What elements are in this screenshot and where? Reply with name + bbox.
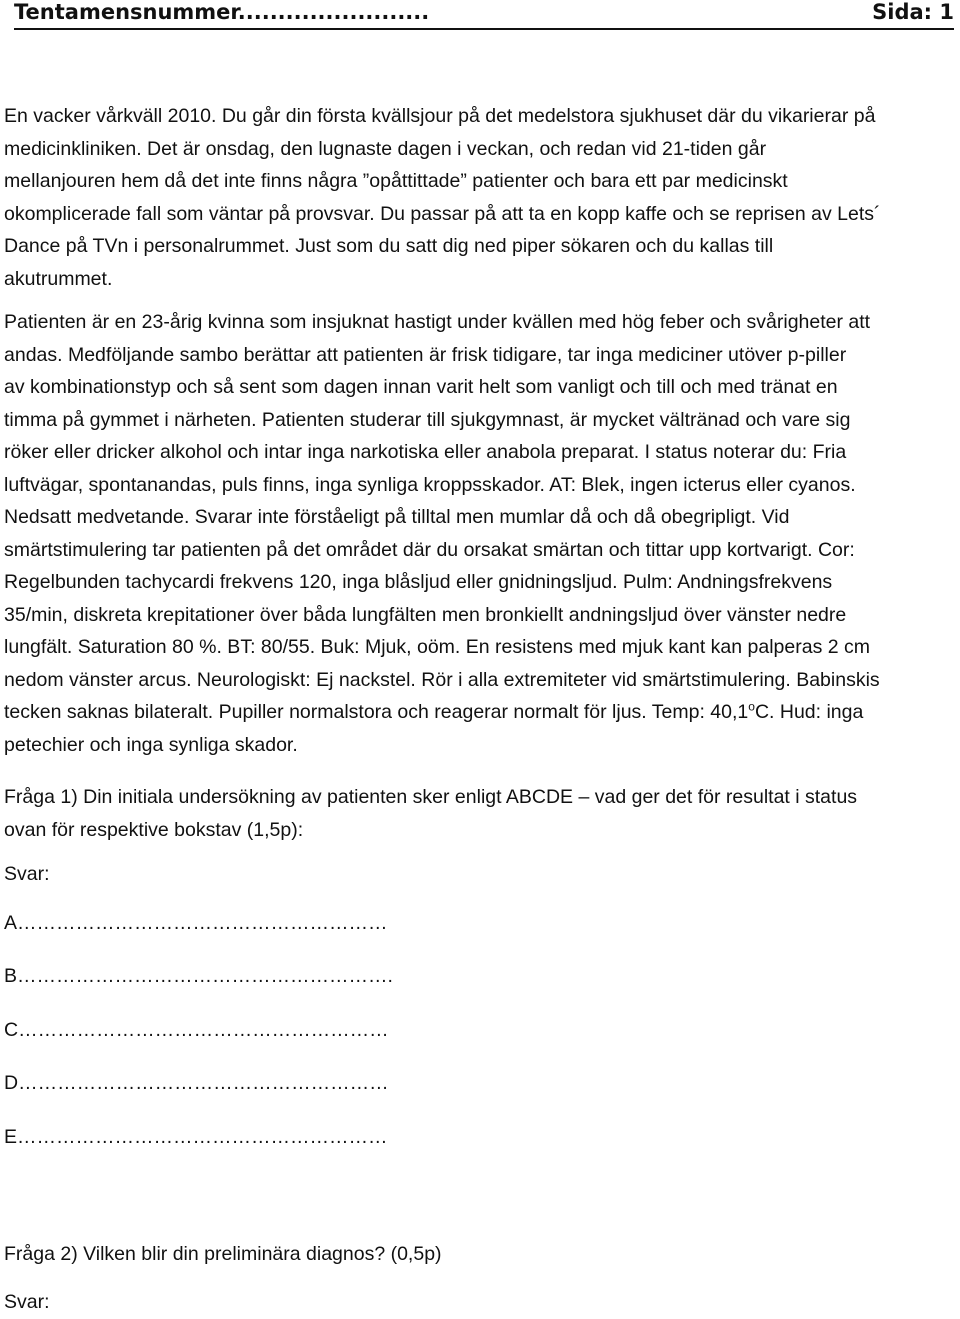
degree-superscript: o <box>748 699 755 714</box>
case-line: petechier och inga synliga skador. <box>4 733 298 756</box>
case-line: smärtstimulering tar patienten på det området där du orsakat smärtan och tittar upp kortvarigt. Cor: <box>4 538 855 561</box>
intro-line: Dance på TVn i personalrummet. Just som du satt dig ned piper sökaren och du kallas till <box>4 235 774 257</box>
answer-label-2[interactable]: Svar: <box>4 1291 50 1313</box>
intro-line: En vacker vårkväll 2010. Du går din första kvällsjour på det medelstora sjukhuset där du vikarierar på <box>4 105 876 127</box>
case-line: nedom vänster arcus. Neurologiskt: Ej nackstel. Rör i alla extremiteter vid smärtstimulering. Babinskis <box>4 668 880 691</box>
case-line: 35/min, diskreta krepitationer över båda lungfälten men bronkiellt andningsljud över vänster nedre <box>4 603 847 626</box>
question-1-line: ovan för respektive bokstav (1,5p): <box>4 818 304 841</box>
temp-line-tail: C. Hud: inga <box>754 701 864 723</box>
page-header <box>14 0 954 30</box>
question-1 <box>4 781 956 846</box>
case-line: lungfält. Saturation 80 %. BT: 80/55. Buk: Mjuk, oöm. En resistens med mjuk kant kan palperas 2 cm <box>4 636 871 658</box>
case-line: av kombinationstyp och så sent som dagen innan varit helt som vanligt och till och med tränat en <box>4 376 838 398</box>
answer-line-a[interactable]: A………………………………………………… <box>4 911 388 934</box>
page-number-label: Sida: 1 <box>872 0 954 24</box>
case-line: Nedsatt medvetande. Svarar inte förståeligt på tilltal men mumlar då och då obegripligt. Vid <box>4 506 790 528</box>
case-line: röker eller dricker alkohol och intar inga narkotiska eller anabola preparat. I status noterar du: Fria <box>4 441 847 463</box>
exam-number-label: Tentamensnummer........................ <box>14 0 430 24</box>
case-line: luftvägar, spontanandas, puls finns, inga synliga kroppsskador. AT: Blek, ingen icterus eller cyanos. <box>4 473 856 496</box>
intro-paragraph <box>4 100 956 295</box>
case-line: timma på gymmet i närheten. Patienten studerar till sjukgymnast, är mycket vältränad och vare sig <box>4 408 851 431</box>
case-paragraph <box>4 306 956 761</box>
case-temp-line <box>4 696 956 729</box>
answer-line-e[interactable]: E………………………………………………… <box>4 1125 388 1148</box>
answer-lines <box>4 907 956 1154</box>
question-2: Fråga 2) Vilken blir din preliminära diagnos? (0,5p) <box>4 1243 442 1265</box>
intro-line: mellanjouren hem då det inte finns några ”opåttittade” patienter och bara ett par medicinskt <box>4 170 788 192</box>
case-line: andas. Medföljande sambo berättar att patienten är frisk tidigare, tar inga mediciner utöver p-piller <box>4 343 847 366</box>
header-divider <box>14 28 954 30</box>
answer-line-b[interactable]: B…………………………………………………. <box>4 965 393 987</box>
intro-line: okomplicerade fall som väntar på provsvar. Du passar på att ta en kopp kaffe och se reprisen av Lets´ <box>4 202 881 225</box>
intro-line: akutrummet. <box>4 267 113 290</box>
question-1-line: Fråga 1) Din initiala undersökning av patienten sker enligt ABCDE – vad ger det för resultat i status <box>4 786 858 808</box>
case-line: Patienten är en 23-årig kvinna som insjuknat hastigt under kvällen med hög feber och svårigheter att <box>4 311 871 333</box>
answer-line-c[interactable]: C………………………………………………… <box>4 1018 389 1041</box>
exam-body <box>4 100 956 1153</box>
answer-line-d[interactable]: D………………………………………………… <box>4 1072 389 1094</box>
intro-line: medicinkliniken. Det är onsdag, den lugnaste dagen i veckan, och redan vid 21-tiden går <box>4 137 767 160</box>
case-line: Regelbunden tachycardi frekvens 120, inga blåsljud eller gnidningsljud. Pulm: Andningsfrekvens <box>4 571 833 593</box>
temp-line-text: tecken saknas bilateralt. Pupiller normalstora och reagerar normalt för ljus. Temp: 40,1 <box>4 701 749 723</box>
answer-label: Svar: <box>4 863 50 885</box>
